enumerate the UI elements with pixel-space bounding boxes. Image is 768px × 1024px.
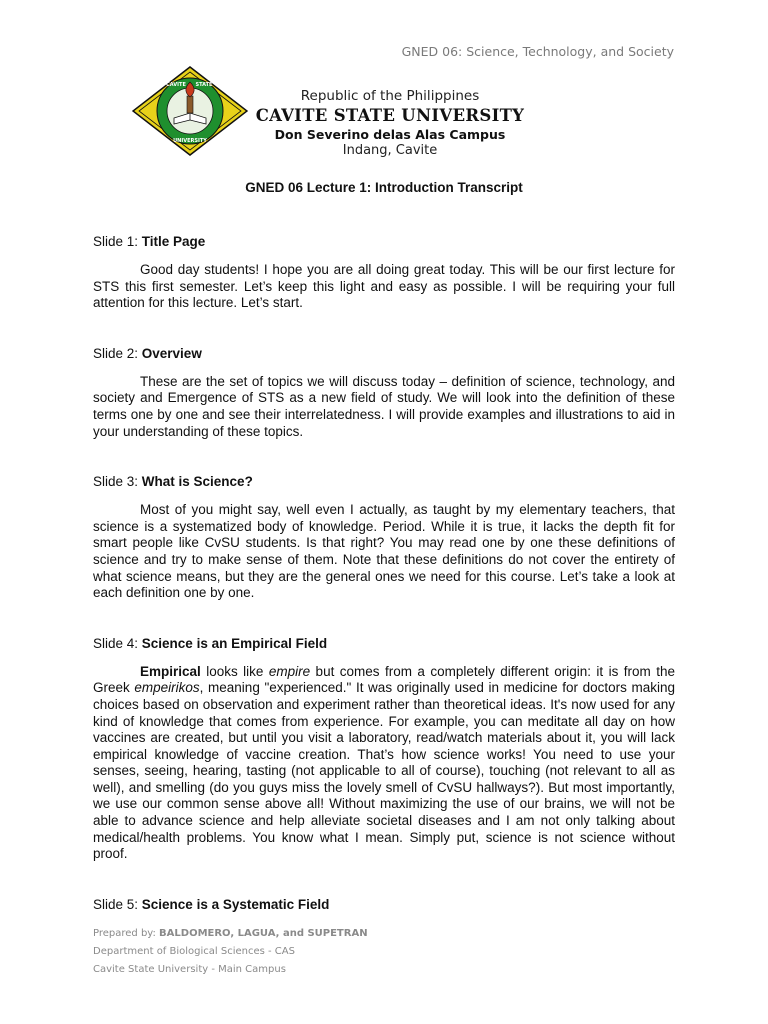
university-name: CAVITE STATE UNIVERSITY [255,106,525,125]
slide-heading: Slide 5: Science is a Systematic Field [93,896,330,912]
slide-paragraph: Good day students! I hope you are all doing great today. This will be our first lecture for STS this first semester. Let’s keep this light and easy as possible. I will be requiring your full attention for this lecture. Let’s start. [93,262,675,311]
course-header: GNED 06: Science, Technology, and Society [401,44,674,59]
slide-heading: Slide 1: Title Page [93,234,206,249]
term-empire: empire [268,663,311,679]
document-title: GNED 06 Lecture 1: Introduction Transcript [245,180,523,195]
footer-prepared-by: Prepared by: BALDOMERO, LAGUA, and SUPETRAN [93,928,368,939]
term-empeirikos: empeirikos [134,680,200,696]
republic-line: Republic of the Philippines [300,88,480,104]
slide-paragraph: Empirical looks like empire but comes from a completely different origin: it is from the Greek empeirikos, meaning "experienced." It was originally used in medicine for doctors making choices based on observation and experiment rather than theoretical ideas. It's now used for any kind of knowledge that comes from experience. For example, you can meditate all day on how vaccines are created, but until you visit a laboratory, read/watch materials about it, you will lack empirical knowledge of vaccine creation. That’s how science works! You need to use your senses, seeing, hearing, tasting (not applicable to all of course), touching (not relevant to all as well), and smelling (do you guys miss the lovely smell of CvSU hallways?). But most importantly, we use our common sense above all! Without maximizing the use of our brains, we will not be able to advance science and help alleviate societal diseases and I am not only talking about medical/health problems. You know what I mean. Simply put, science is not science without proof. [93,663,675,862]
footer-campus: Cavite State University - Main Campus [93,964,286,975]
slide-paragraph: These are the set of topics we will discuss today – definition of science, technology, and society and Emergence of STS as a new field of study. We will look into the definition of these terms one by one and see their interrelatedness. I will provide examples and illustrations to aid in your understanding of these topics. [93,373,675,439]
university-seal-logo [132,66,248,156]
footer-department: Department of Biological Sciences - CAS [93,946,295,957]
slide-title: Overview [141,345,202,361]
slide-title: Science is an Empirical Field [141,635,328,651]
svg-text:UNIVERSITY: UNIVERSITY [173,138,207,144]
slide-title: Science is a Systematic Field [141,896,330,912]
svg-text:CAVITESTATE: CAVITE STATE [166,82,213,88]
slide-heading: Slide 4: Science is an Empirical Field [93,635,328,651]
slide-paragraph: Most of you might say, well even I actually, as taught by my elementary teachers, that science is a systematized body of knowledge. Period. While it is true, it lacks the depth fit for smart people like CvSU students. Is that right? You may read one by one these definitions of science and try to make sense of them. Note that these definitions do not cover the entirety of what science means, but they are the general ones we need for this course. Let’s take a look at each definition one by one. [93,502,675,601]
slide-heading: Slide 3: What is Science? [93,474,253,490]
town-name: Indang, Cavite [342,143,438,158]
slide-title: What is Science? [141,474,253,490]
transcript-body [93,233,675,913]
slide-heading: Slide 2: Overview [93,345,202,361]
campus-name: Don Severino delas Alas Campus [274,127,506,142]
page-footer [93,925,368,979]
slide-title: Title Page [141,234,206,249]
university-heading [250,88,530,159]
term-empirical: Empirical [140,663,201,679]
seal-icon [132,66,248,156]
